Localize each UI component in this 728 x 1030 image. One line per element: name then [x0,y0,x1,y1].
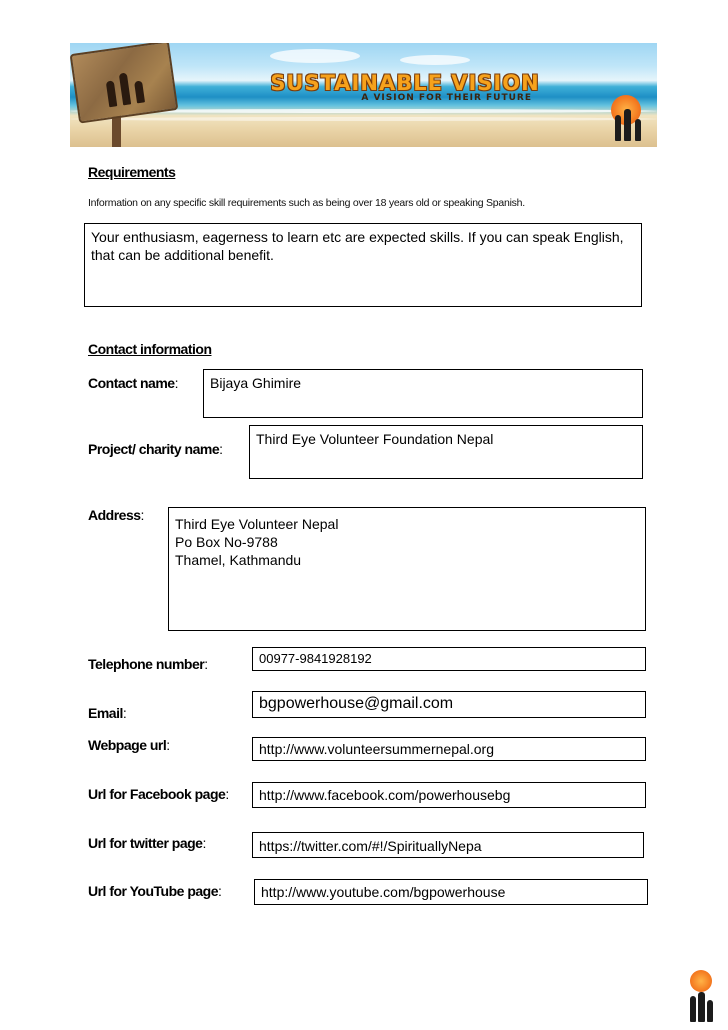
requirements-heading: Requirements [88,164,176,180]
wave-decoration [70,117,657,121]
colon: : [219,441,223,457]
contact-name-label [88,375,178,391]
contact-name-field[interactable]: Bijaya Ghimire [203,369,643,418]
colon: : [218,883,222,899]
colon: : [204,656,208,672]
person-silhouette-icon [106,80,118,107]
address-label-text: Address [88,507,141,523]
banner-title: SUSTAINABLE VISION [270,71,540,95]
cloud-decoration [400,55,470,65]
cloud-decoration [270,49,360,63]
twitter-label-text: Url for twitter page [88,835,203,851]
telephone-label-text: Telephone number [88,656,205,672]
colon: : [166,737,170,753]
requirements-instruction: Information on any specific skill requirements such as being over 18 years old or speaking Spanish. [88,197,525,209]
person-silhouette-icon [707,1000,713,1022]
project-name-label-text: Project/ charity name [88,441,220,457]
colon: : [122,705,127,721]
person-silhouette-icon [119,73,131,106]
person-silhouette-icon [635,119,641,141]
facebook-label [88,786,229,802]
person-silhouette-icon [624,109,631,141]
colon: : [202,835,206,851]
email-field[interactable]: bgpowerhouse@gmail.com [252,691,646,718]
colon: : [140,507,144,523]
telephone-field[interactable]: 00977-9841928192 [252,647,646,671]
twitter-field[interactable]: https://twitter.com/#!/SpirituallyNepa [252,832,644,858]
youtube-label [88,883,221,899]
colon: : [174,375,178,391]
youtube-label-text: Url for YouTube page [88,883,219,899]
project-name-field[interactable]: Third Eye Volunteer Foundation Nepal [249,425,643,479]
email-label [88,705,126,721]
colon: : [225,786,229,802]
email-label-text: Email [88,705,123,721]
webpage-label-text: Webpage url [88,737,167,753]
person-silhouette-icon [698,992,705,1022]
address-label [88,507,144,523]
contact-heading: Contact information [88,341,212,357]
webpage-label [88,737,170,753]
requirements-field[interactable]: Your enthusiasm, eagerness to learn etc are expected skills. If you can speak English, that can be additional benefit. [84,223,642,307]
footer-logo [684,970,718,1026]
banner-title-block [260,71,550,103]
person-silhouette-icon [615,115,621,141]
facebook-label-text: Url for Facebook page [88,786,226,802]
person-silhouette-icon [134,80,145,103]
telephone-label [88,656,208,672]
project-name-label [88,441,223,457]
contact-name-label-text: Contact name [88,375,175,391]
sign-board-logo [70,43,178,124]
address-field[interactable]: Third Eye Volunteer Nepal Po Box No-9788 Thamel, Kathmandu [168,507,646,631]
facebook-field[interactable]: http://www.facebook.com/powerhousebg [252,782,646,808]
person-silhouette-icon [690,996,696,1022]
banner-tagline: A VISION FOR THEIR FUTURE [361,93,532,103]
header-banner [70,43,657,147]
twitter-label [88,835,206,851]
webpage-field[interactable]: http://www.volunteersummernepal.org [252,737,646,761]
youtube-field[interactable]: http://www.youtube.com/bgpowerhouse [254,879,648,905]
sun-logo-icon [690,970,712,992]
